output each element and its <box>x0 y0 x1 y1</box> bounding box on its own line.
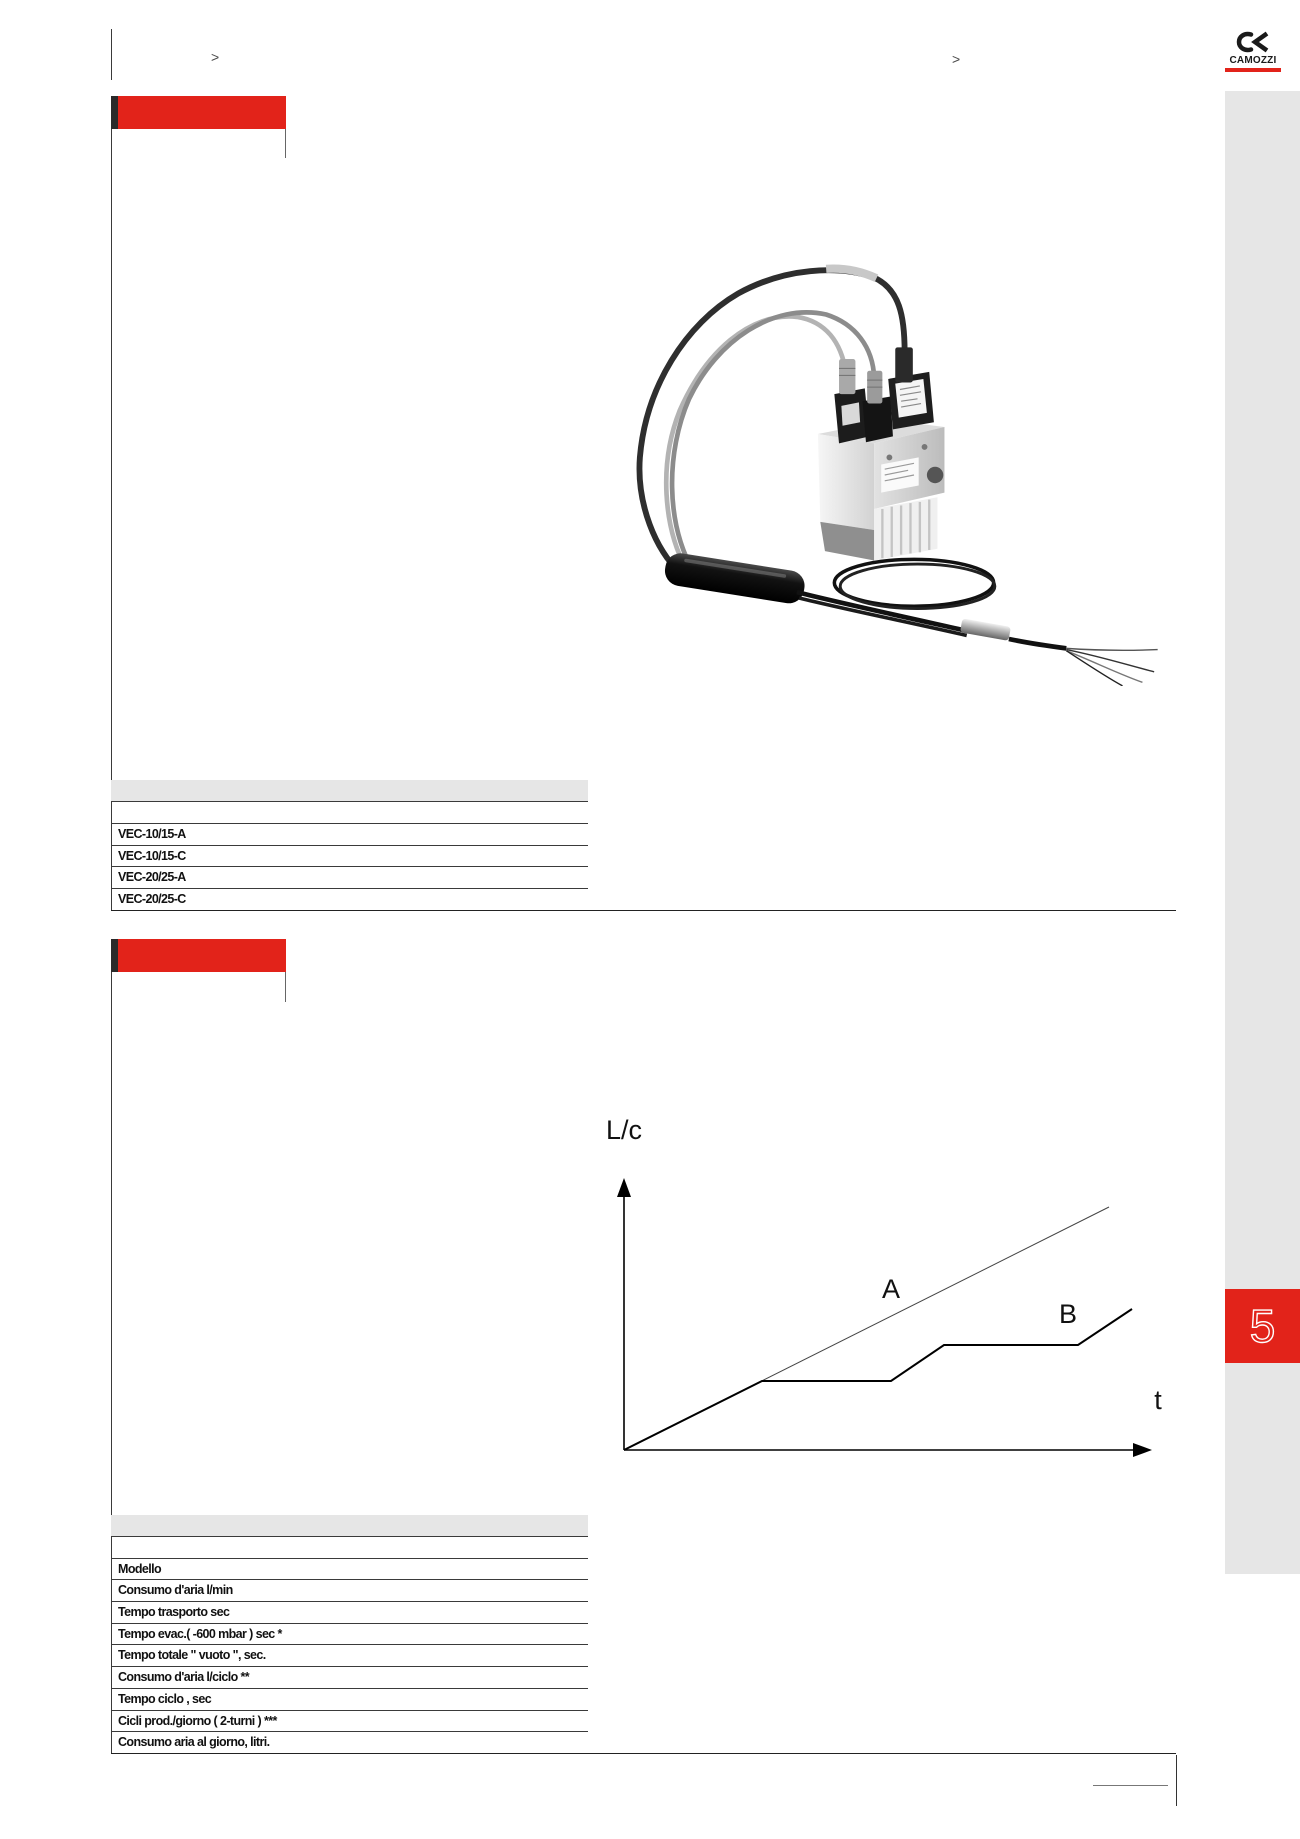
table-row: Tempo totale " vuoto ", sec. <box>111 1644 588 1666</box>
table-row <box>111 801 588 823</box>
camozzi-logo-mark-icon <box>1236 31 1270 53</box>
section-1-header <box>111 96 286 129</box>
table-row: VEC-20/25-A <box>111 866 588 888</box>
table-row <box>111 1536 588 1558</box>
y-axis-arrow-icon <box>617 1178 631 1197</box>
table-row: Modello <box>111 1558 588 1580</box>
table-row: VEC-20/25-C <box>111 888 588 910</box>
comparison-table <box>111 1515 588 1753</box>
section-1-header-rule <box>285 129 286 158</box>
table-header-band <box>111 780 588 801</box>
section-2-bottom-rule <box>111 1753 1176 1754</box>
y-axis-label: L/c <box>606 1115 643 1145</box>
footer-vertical-rule <box>1176 1755 1177 1806</box>
x-axis-arrow-icon <box>1133 1443 1152 1457</box>
table-row: Consumo d'aria l/ciclo ** <box>111 1666 588 1688</box>
section-header-strip <box>111 939 118 972</box>
section-2-header-rule <box>285 972 286 1002</box>
curve-b <box>624 1309 1132 1450</box>
table-row: Cicli prod./giorno ( 2-turni ) *** <box>111 1710 588 1732</box>
curve-b-label: B <box>1058 1299 1078 1329</box>
product-photo <box>627 264 1160 686</box>
table-row: Tempo ciclo , sec <box>111 1688 588 1710</box>
table-row: VEC-10/15-A <box>111 823 588 845</box>
cable-sleeve <box>826 269 876 279</box>
footer-page-rule <box>1093 1785 1168 1786</box>
chapter-number: 5 <box>1249 1300 1276 1352</box>
table-row: Consumo aria al giorno, litri. <box>111 1731 588 1753</box>
air-consumption-diagram <box>590 1100 1180 1480</box>
chapter-tab <box>1225 1289 1300 1363</box>
logo-underline <box>1225 68 1281 72</box>
header-left-rule <box>111 29 112 80</box>
table-row: Consumo d'aria l/min <box>111 1579 588 1601</box>
section-1-bottom-rule <box>111 910 1176 911</box>
x-axis-label: t <box>1154 1385 1162 1415</box>
table-row: Tempo trasporto sec <box>111 1601 588 1623</box>
curve-a-label: A <box>881 1274 901 1304</box>
logo-wordmark: CAMOZZI <box>1229 55 1277 66</box>
table-header-band <box>111 1515 588 1536</box>
models-table <box>111 780 588 910</box>
breadcrumb-separator: > <box>952 51 961 67</box>
table-row: Tempo evac.( -600 mbar ) sec * <box>111 1623 588 1645</box>
section-2-header <box>111 939 286 972</box>
section-header-strip <box>111 96 118 129</box>
table-row: VEC-10/15-C <box>111 845 588 867</box>
breadcrumb-separator: > <box>211 49 220 65</box>
